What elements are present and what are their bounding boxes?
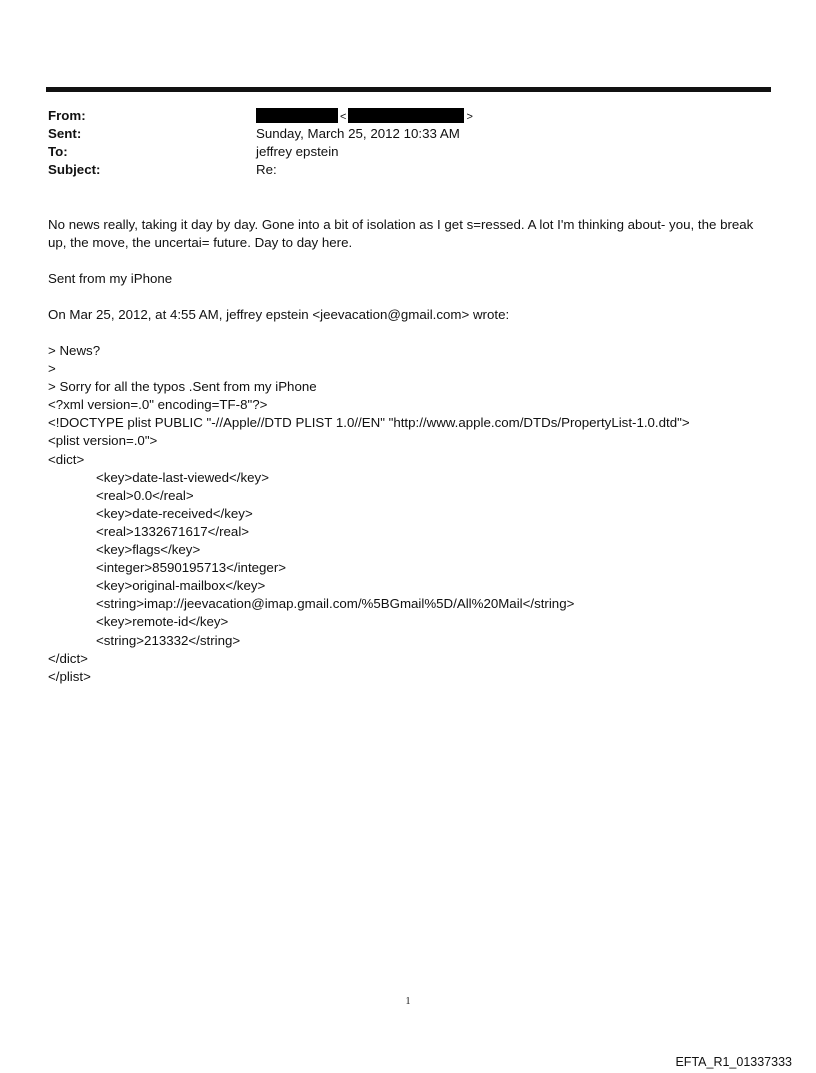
quoted-content [48,342,773,686]
xml-line: <key>flags</key> [96,542,201,558]
xml-line: <string>imap://jeevacation@imap.gmail.com/%5BGmail%5D/All%20Mail</string> [96,596,575,612]
xml-line: <key>date-received</key> [96,505,253,521]
sent-label: Sent: [48,126,82,141]
message-line-1: No news really, taking it day by day. Gone into a bit of isolation as I get s=ressed. A lot I'm thinking about- you, the break [48,217,754,232]
quoted-line: > [48,361,56,377]
header-rule [46,87,771,92]
sent-row [48,125,768,143]
xml-line: <plist version=.0"> [48,433,158,449]
email-header [48,107,768,179]
quoted-line: > Sorry for all the typos .Sent from my iPhone [48,379,317,395]
subject-value: Re: [256,162,277,177]
from-row [48,107,768,125]
to-row [48,143,768,161]
from-value [256,107,768,125]
xml-line: <string>213332</string> [96,632,241,648]
xml-line: </plist> [48,668,91,684]
message-paragraph [48,216,773,252]
redacted-sender-name [256,108,338,123]
xml-line: </dict> [48,650,88,666]
signature: Sent from my iPhone [48,271,173,286]
message-line-2: up, the move, the uncertai= future. Day to day here. [48,235,353,250]
redacted-sender-email [348,108,464,123]
quote-intro: On Mar 25, 2012, at 4:55 AM, jeffrey epstein <jeevacation@gmail.com> wrote: [48,307,510,322]
to-value: jeffrey epstein [256,144,339,159]
from-open-bracket: < [340,111,347,123]
xml-line: <integer>8590195713</integer> [96,560,287,576]
xml-line: <?xml version=.0" encoding=TF-8"?> [48,397,268,413]
subject-label: Subject: [48,162,101,177]
from-close-bracket: > [466,111,473,123]
xml-line: <dict> [48,451,85,467]
xml-line: <key>original-mailbox</key> [96,578,266,594]
quoted-line: > News? [48,343,101,358]
from-label: From: [48,108,86,123]
xml-line: <!DOCTYPE plist PUBLIC "-//Apple//DTD PLIST 1.0//EN" "http://www.apple.com/DTDs/PropertyList-1.0.dtd"> [48,415,690,431]
sent-value: Sunday, March 25, 2012 10:33 AM [256,126,460,141]
xml-line: <key>date-last-viewed</key> [96,469,269,485]
xml-line: <key>remote-id</key> [96,614,229,630]
xml-line: <real>0.0</real> [96,487,194,503]
email-body [48,216,773,686]
xml-line: <real>1332671617</real> [96,523,250,539]
to-label: To: [48,144,68,159]
document-id: EFTA_R1_01337333 [675,1055,792,1069]
subject-row [48,161,768,179]
page-number: 1 [405,996,411,1007]
